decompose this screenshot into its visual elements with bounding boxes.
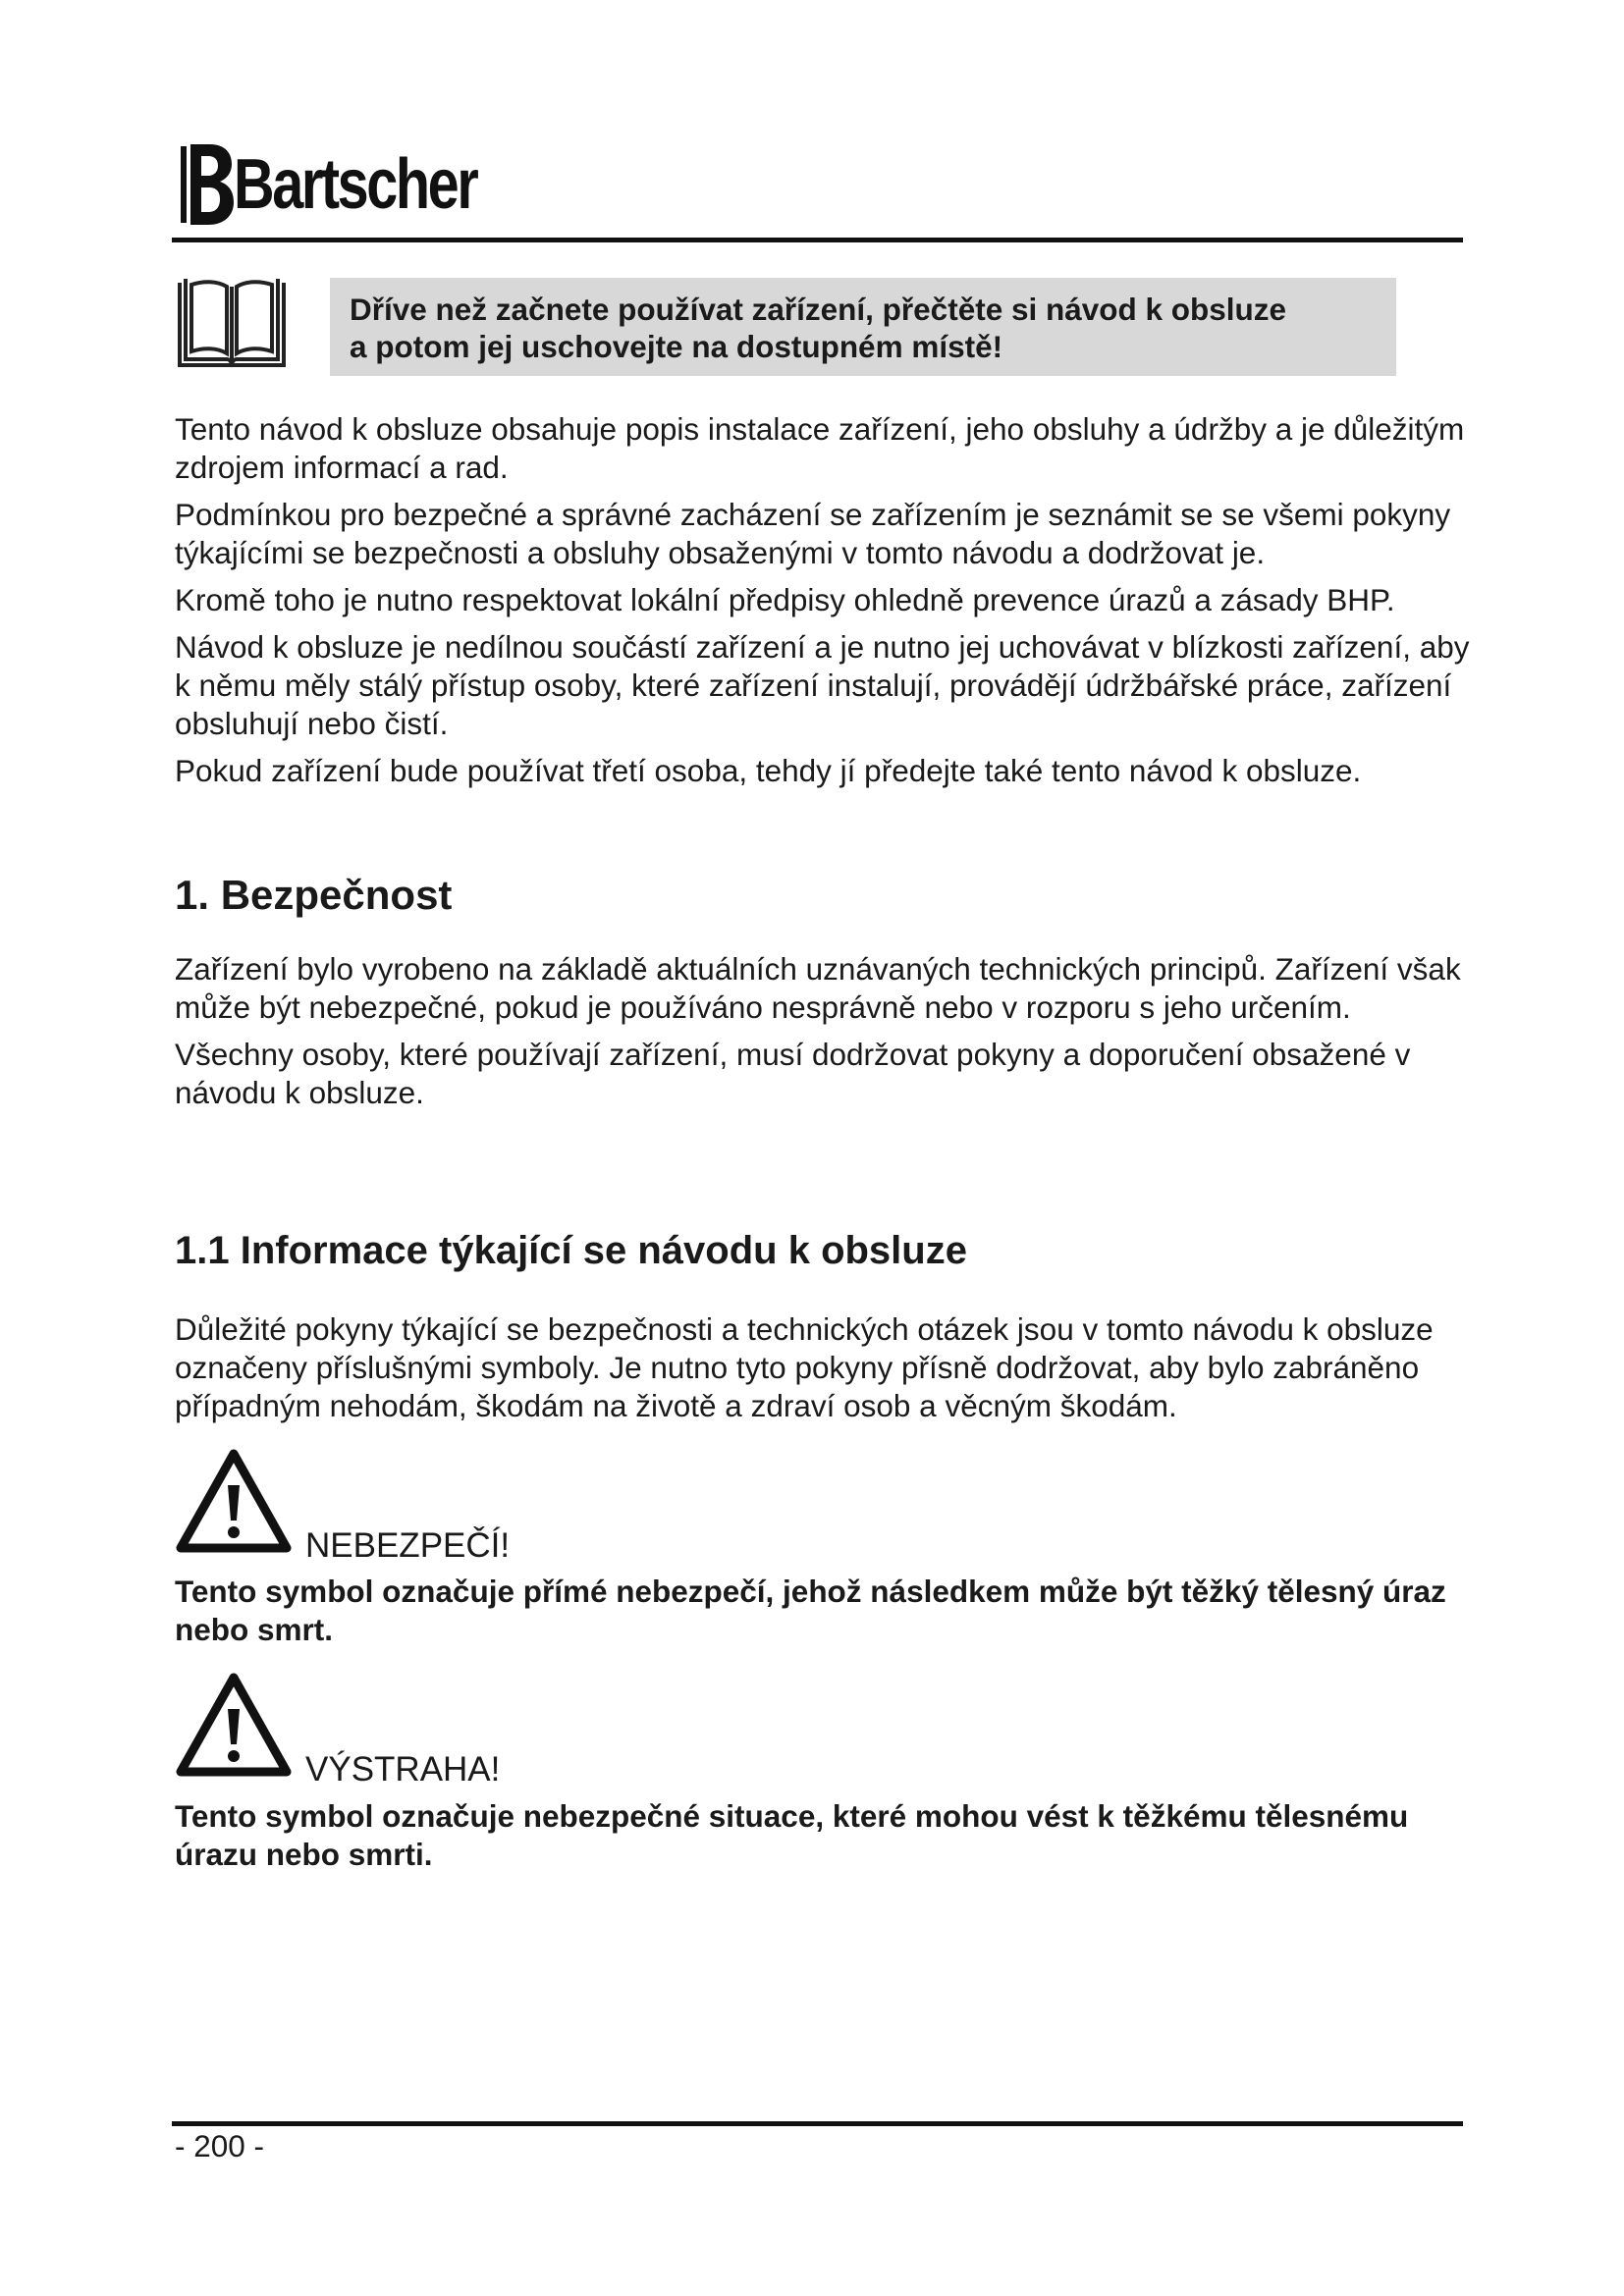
warning-description: Tento symbol označuje nebezpečné situace, které mohou vést k těžkému tělesnému úrazu nebo smrti. bbox=[175, 1798, 1409, 1872]
warning-title: VÝSTRAHA! bbox=[305, 1750, 501, 1789]
bartscher-logo bbox=[175, 137, 537, 231]
footer-rule bbox=[172, 2121, 1463, 2126]
book-icon bbox=[174, 275, 290, 373]
logo-wordmark: Bartscher bbox=[234, 144, 477, 224]
notice-line-2: a potom jej uschovejte na dostupném místě! bbox=[350, 329, 1003, 364]
read-manual-notice bbox=[330, 278, 1396, 376]
notice-line-1: Dříve než začnete používat zařízení, přečtěte si návod k obsluze bbox=[350, 292, 1287, 327]
safety-body bbox=[175, 950, 1490, 1121]
page-number: - 200 - bbox=[175, 2128, 265, 2163]
intro-paragraph: Tento návod k obsluze obsahuje popis instalace zařízení, jeho obsluhy a údržby a je důležitým zdrojem informací a rad. bbox=[175, 411, 1465, 485]
intro-paragraph: Podmínkou pro bezpečné a správné zacházení se zařízením je seznámit se se všemi pokyny týkajícími se bezpečnosti a obsluhy obsaženými v tomto návodu a dodržovat je. bbox=[175, 497, 1451, 570]
intro-paragraph: Kromě toho je nutno respektovat lokální předpisy ohledně prevence úrazů a zásady BHP. bbox=[175, 582, 1395, 617]
manual-info-body bbox=[175, 1310, 1490, 1434]
warning-description: Tento symbol označuje přímé nebezpečí, jehož následkem může být těžký tělesný úraz nebo smrt. bbox=[175, 1574, 1446, 1647]
logo-b-emblem-icon bbox=[175, 140, 236, 229]
subsection-heading-manual-info: 1.1 Informace týkající se návodu k obsluze bbox=[175, 1229, 967, 1272]
intro-text bbox=[175, 410, 1490, 799]
manual-info-paragraph: Důležité pokyny týkající se bezpečnosti a technických otázek jsou v tomto návodu k obsluze označeny příslušnými symboly. Je nutno tyto pokyny přísně dodržovat, aby bylo zabráněno případným nehodám, škodám na životě a zdraví osob a věcným škodám. bbox=[175, 1311, 1434, 1423]
intro-paragraph: Návod k obsluze je nedílnou součástí zařízení a je nutno jej uchovávat v blízkosti zařízení, aby k němu měly stálý přístup osoby, které zařízení instalují, provádějí údržbářské práce, zařízení obsluhují nebo čistí. bbox=[175, 629, 1470, 741]
warning-title: NEBEZPEČÍ! bbox=[305, 1526, 511, 1565]
safety-paragraph: Všechny osoby, které používají zařízení, musí dodržovat pokyny a doporučení obsažené v návodu k obsluze. bbox=[175, 1037, 1411, 1110]
warning-triangle-icon bbox=[175, 1672, 293, 1780]
warning-triangle-icon bbox=[175, 1448, 293, 1556]
header-rule bbox=[172, 238, 1463, 242]
safety-paragraph: Zařízení bylo vyrobeno na základě aktuálních uznávaných technických principů. Zařízení však může být nebezpečné, pokud je používáno nesprávně nebo v rozporu s jeho určením. bbox=[175, 951, 1461, 1025]
section-heading-safety: 1. Bezpečnost bbox=[175, 872, 453, 918]
intro-paragraph: Pokud zařízení bude používat třetí osoba, tehdy jí předejte také tento návod k obsluze. bbox=[175, 753, 1362, 788]
